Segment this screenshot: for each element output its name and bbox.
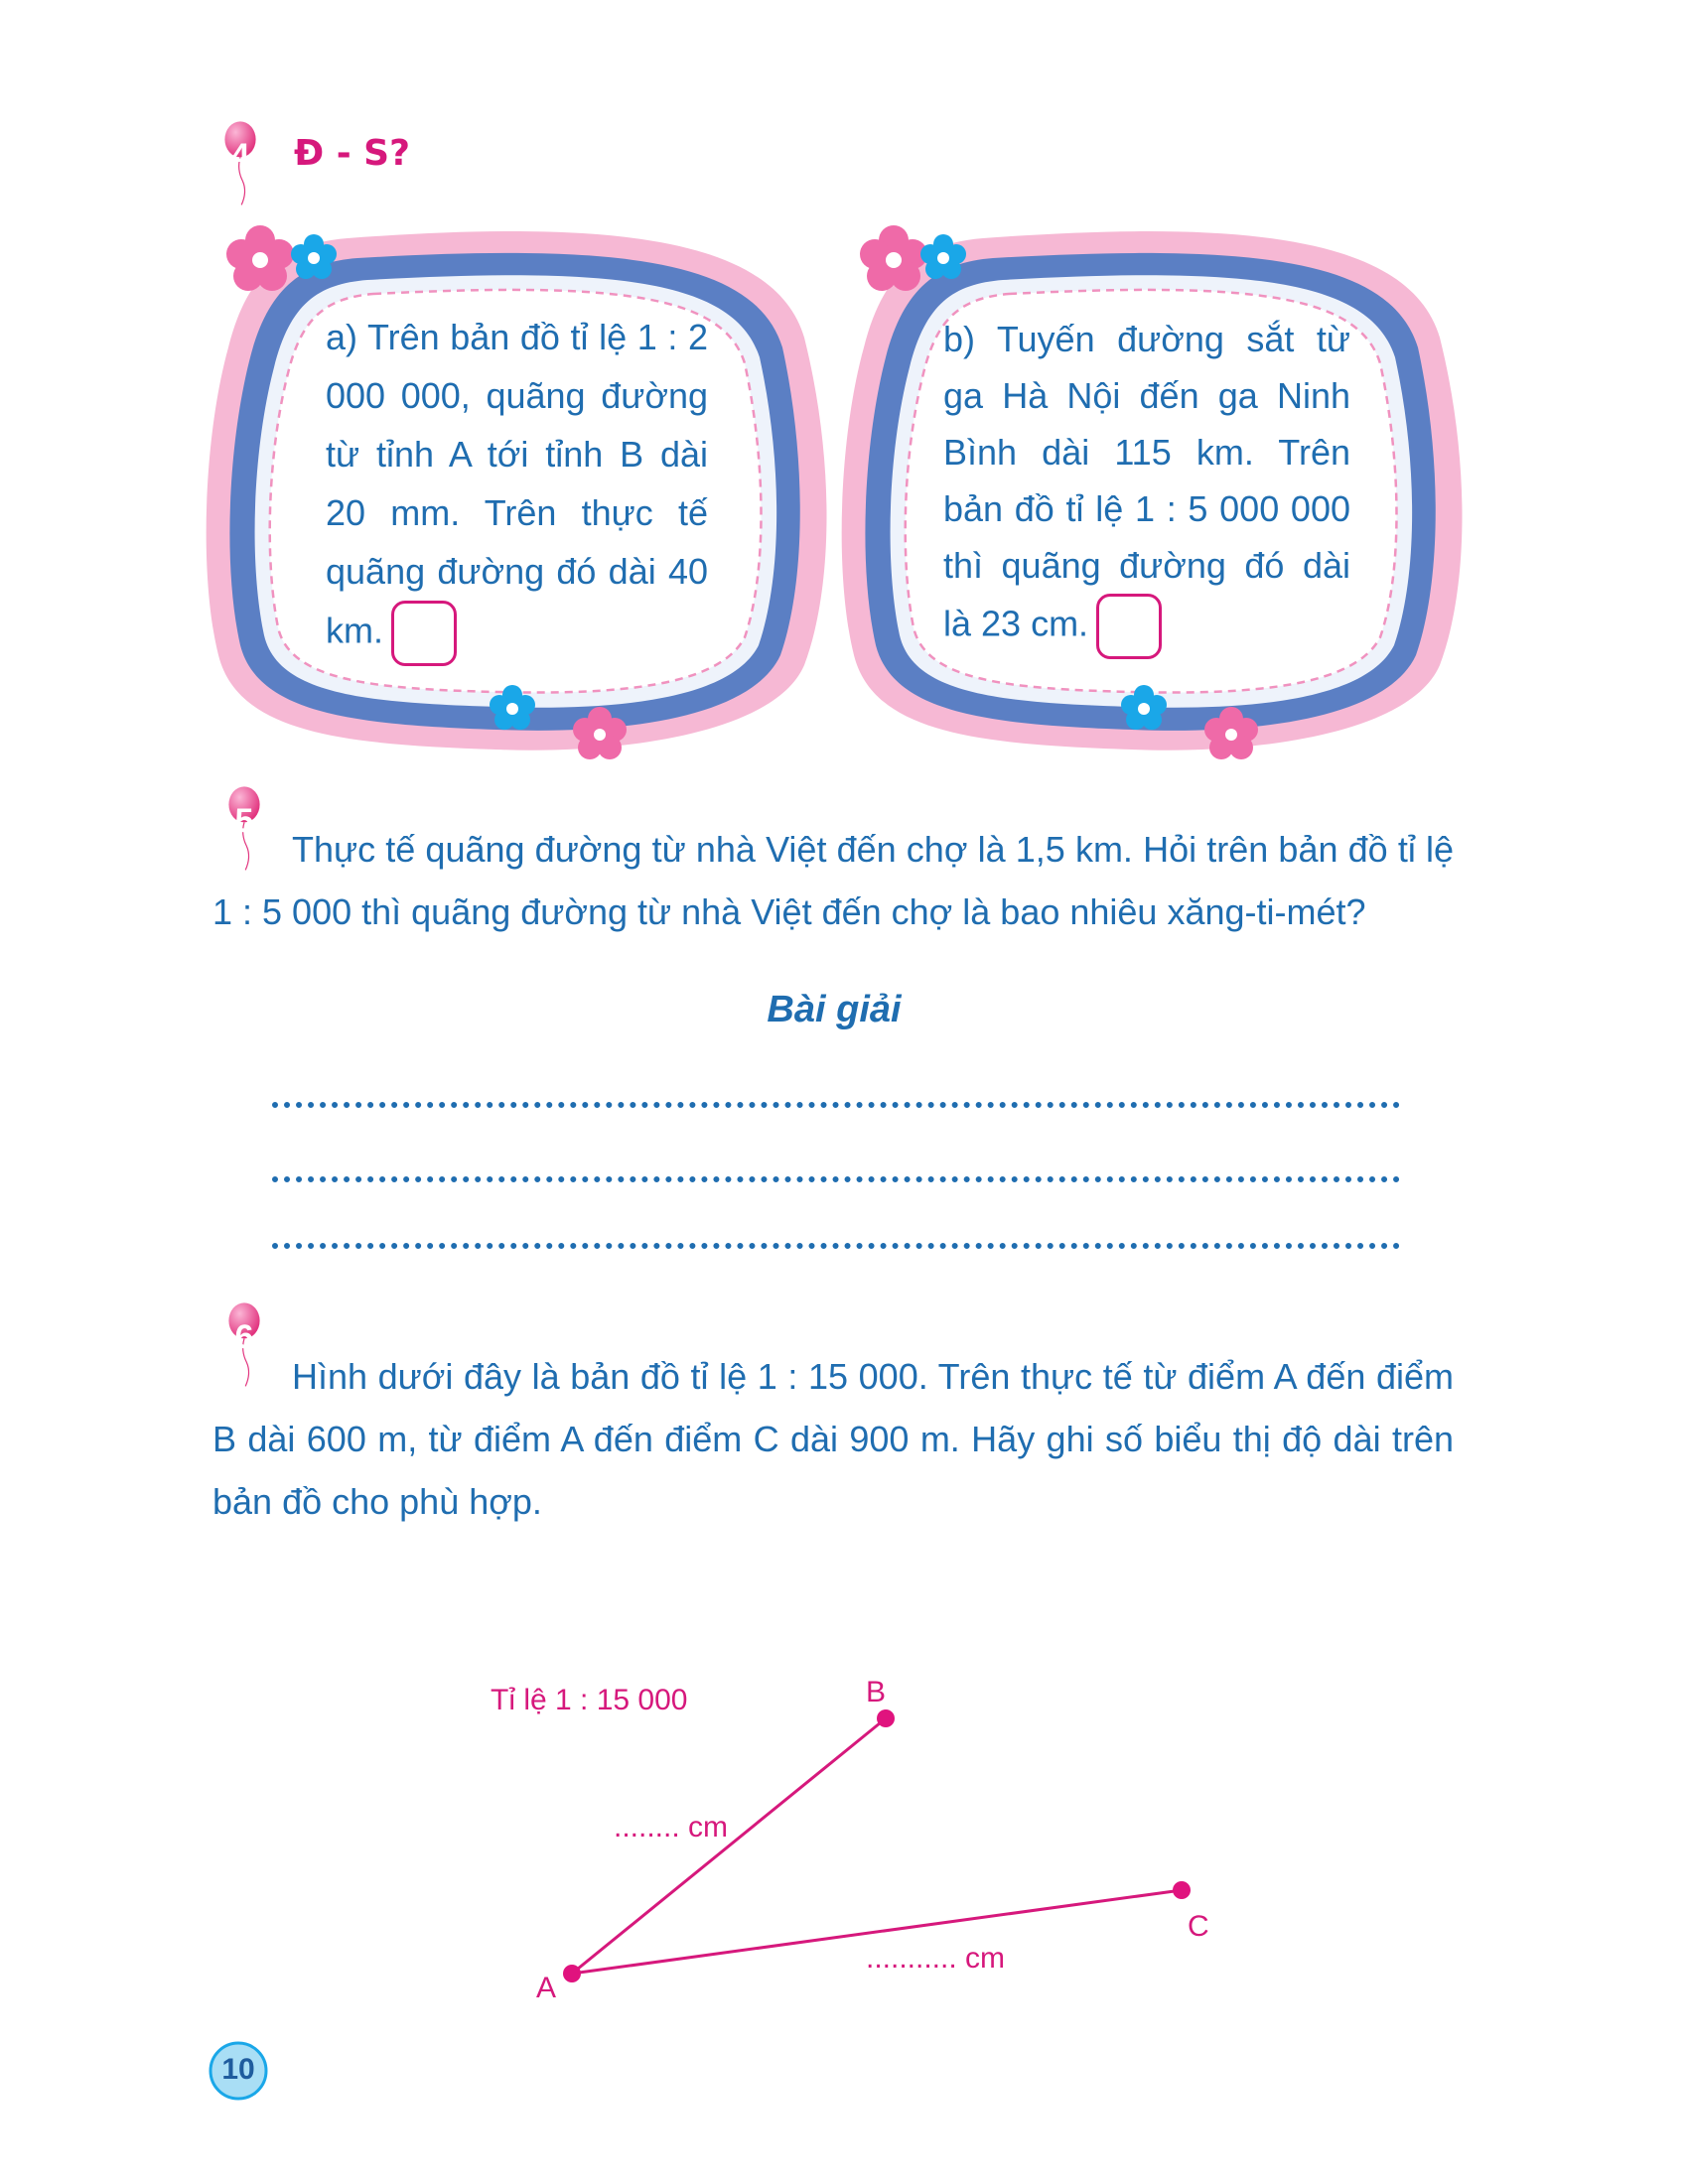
- question-4b-statement: b) Tuyến đường sắt từ ga Hà Nội đến ga Ninh Bình dài 115 km. Trên bản đồ tỉ lệ 1 : 5 000 000 thì quãng đường đó dài là 23 cm.: [943, 319, 1350, 644]
- answer-line-3[interactable]: [272, 1243, 1400, 1249]
- question-6-number: 6: [234, 1318, 254, 1356]
- point-a-label: A: [536, 1972, 557, 2004]
- question-4a-text: [326, 308, 708, 666]
- point-b-dot: [877, 1709, 895, 1727]
- question-5-text: [212, 818, 1454, 943]
- question-4b-text: [943, 311, 1350, 659]
- question-4-title: Đ - S?: [294, 133, 410, 174]
- answer-box-4b[interactable]: [1096, 594, 1162, 659]
- question-5-number: 5: [234, 802, 254, 840]
- question-4-number: 4: [230, 137, 250, 175]
- ac-length-blank[interactable]: ........... cm: [866, 1942, 1006, 1975]
- solution-heading: Bài giải: [767, 989, 902, 1030]
- question-6-text: [212, 1345, 1454, 1533]
- point-c-dot: [1173, 1881, 1191, 1899]
- scale-label: Tỉ lệ 1 : 15 000: [491, 1684, 688, 1716]
- map-diagram: [0, 1638, 1688, 2035]
- answer-box-4a[interactable]: [391, 601, 457, 666]
- answer-line-1[interactable]: [272, 1102, 1400, 1108]
- blue-flower-icon: [920, 234, 966, 279]
- question-4a-statement: a) Trên bản đồ tỉ lệ 1 : 2 000 000, quãng đường từ tỉnh A tới tỉnh B dài 20 mm. Trên thực tế quãng đường đó dài 40 km.: [326, 317, 708, 651]
- pink-flower-icon: [860, 225, 927, 291]
- point-b-label: B: [866, 1676, 887, 1708]
- point-a-dot: [563, 1965, 581, 1982]
- question-6-statement: Hình dưới đây là bản đồ tỉ lệ 1 : 15 000. Trên thực tế từ điểm A đến điểm B dài 600 m, từ điểm A đến điểm C dài 900 m. Hãy ghi số biểu thị độ dài trên bản đồ cho phù hợp.: [212, 1356, 1454, 1522]
- answer-line-2[interactable]: [272, 1176, 1400, 1182]
- point-c-label: C: [1188, 1910, 1209, 1943]
- page-number: 10: [221, 2053, 255, 2086]
- question-5-statement: Thực tế quãng đường từ nhà Việt đến chợ là 1,5 km. Hỏi trên bản đồ tỉ lệ 1 : 5 000 thì quãng đường từ nhà Việt đến chợ là bao nhiêu xăng-ti-mét?: [212, 829, 1454, 932]
- segment-ab: [572, 1718, 886, 1974]
- pink-flower-icon: [226, 225, 294, 291]
- ab-length-blank[interactable]: ........ cm: [614, 1811, 729, 1843]
